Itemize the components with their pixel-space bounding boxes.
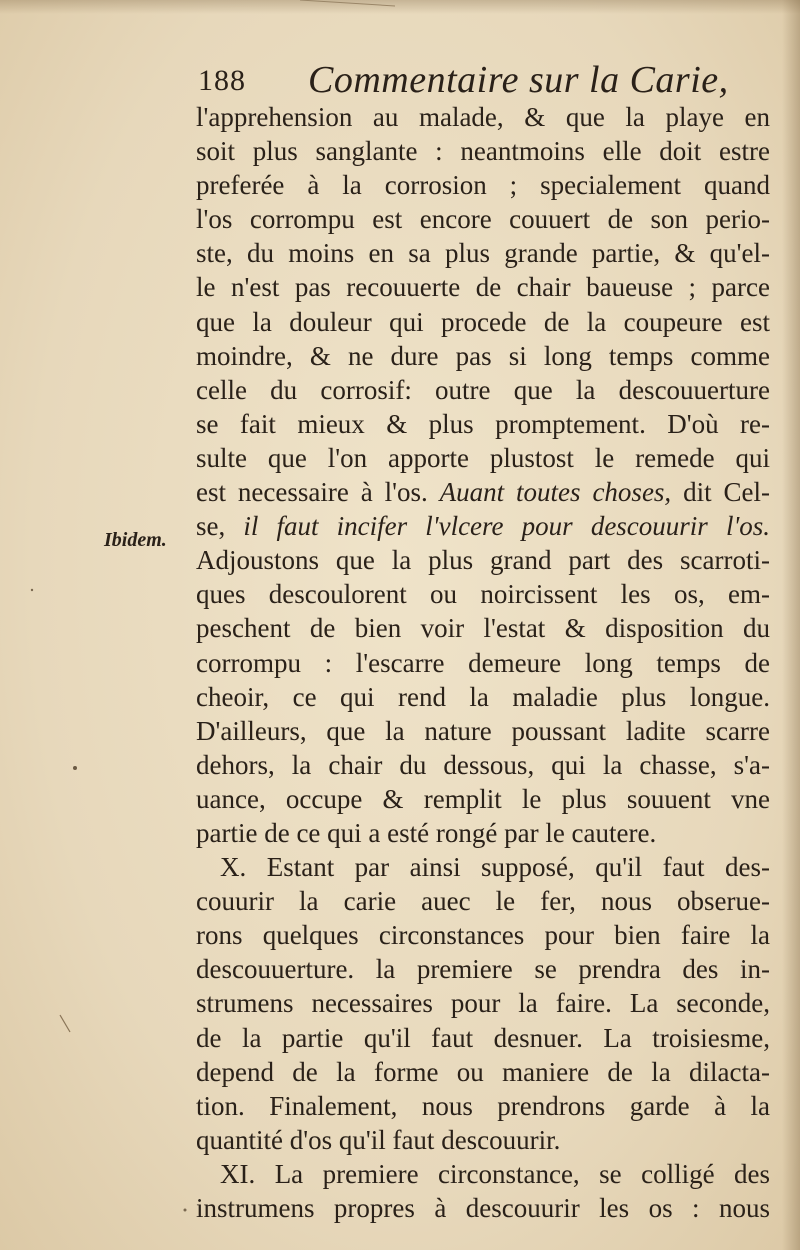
running-title: Commentaire sur la Carie,	[308, 59, 729, 101]
text-line	[196, 543, 770, 577]
text-segment: partie de ce qui a esté rongé par le cautere.	[196, 817, 657, 848]
text-segment: tion. Finalement, nous prendrons garde à la	[196, 1090, 770, 1121]
text-line	[196, 509, 770, 543]
text-segment: uance, occupe & remplit le plus souuent vne	[196, 783, 770, 814]
text-segment: descouuerture. la premiere se prendra des in-	[196, 954, 770, 985]
text-segment: preferée à la corrosion ; specialement quand	[196, 170, 770, 201]
text-line	[196, 1123, 770, 1157]
text-line	[196, 475, 770, 509]
text-segment: instrumens propres à descouurir les os : nous	[196, 1193, 770, 1223]
text-line	[196, 270, 770, 304]
text-segment: le n'est pas recouuerte de chair baueuse ; parce	[196, 272, 770, 303]
text-segment: sulte que l'on apporte plustost le remede qui	[196, 442, 770, 473]
text-line	[196, 100, 770, 134]
text-line	[196, 577, 770, 611]
text-line	[196, 952, 770, 986]
text-segment: est necessaire à l'os.	[196, 477, 440, 508]
text-line	[196, 441, 770, 475]
text-segment: depend de la forme ou maniere de la dilacta-	[196, 1056, 770, 1087]
text-segment: X. Estant par ainsi supposé, qu'il faut des-	[220, 852, 770, 883]
text-line	[196, 850, 770, 884]
text-line	[196, 373, 770, 407]
text-segment: celle du corrosif: outre que la descouuerture	[196, 374, 770, 405]
text-line	[196, 168, 770, 202]
text-line	[196, 646, 770, 680]
text-line	[196, 714, 770, 748]
text-line	[196, 1021, 770, 1055]
text-segment: l'os corrompu est encore couuert de son perio-	[196, 204, 770, 235]
text-segment: strumens necessaires pour la faire. La seconde,	[196, 988, 770, 1019]
text-line	[196, 884, 770, 918]
text-segment: l'apprehension au malade, & que la playe en	[196, 102, 770, 132]
text-line	[196, 1089, 770, 1123]
text-line	[196, 680, 770, 714]
text-line	[196, 339, 770, 373]
text-line	[196, 1191, 770, 1225]
text-line	[196, 918, 770, 952]
text-line	[196, 782, 770, 816]
text-segment: moindre, & ne dure pas si long temps comme	[196, 340, 770, 371]
text-segment: peschent de bien voir l'estat & disposition du	[196, 613, 770, 644]
text-segment: quantité d'os qu'il faut descouurir.	[196, 1124, 561, 1155]
text-line	[196, 134, 770, 168]
text-line	[196, 748, 770, 782]
text-segment: que la douleur qui procede de la coupeure est	[196, 306, 770, 337]
text-line	[196, 1055, 770, 1089]
body-text	[196, 100, 770, 1225]
text-line	[196, 816, 770, 850]
text-segment: de la partie qu'il faut desnuer. La troisiesme,	[196, 1022, 770, 1053]
text-segment: couurir la carie auec le fer, nous obserue-	[196, 886, 770, 917]
text-segment: Adjoustons que la plus grand part des scarroti-	[196, 545, 770, 576]
text-segment: D'ailleurs, que la nature poussant ladite scarre	[196, 715, 770, 746]
text-segment: XI. La premiere circonstance, se colligé des	[220, 1158, 770, 1189]
text-segment: corrompu : l'escarre demeure long temps de	[196, 647, 770, 678]
text-line	[196, 305, 770, 339]
text-line	[196, 202, 770, 236]
page-edge-shadow	[782, 0, 800, 1250]
text-segment: dit Cel-	[671, 477, 770, 508]
text-segment: dehors, la chair du dessous, qui la chasse, s'a-	[196, 749, 770, 780]
text-line	[196, 611, 770, 645]
page-number: 188	[198, 64, 246, 97]
page-header	[198, 58, 768, 104]
text-segment: cheoir, ce qui rend la maladie plus longue.	[196, 681, 770, 712]
margin-note: Ibidem.	[104, 529, 167, 551]
text-segment: rons quelques circonstances pour bien faire la	[196, 920, 770, 951]
text-segment: ques descoulorent ou noircissent les os, em-	[196, 579, 770, 610]
text-line	[196, 407, 770, 441]
text-segment: soit plus sanglante : neantmoins elle doit estre	[196, 136, 770, 167]
text-line	[196, 986, 770, 1020]
page-top-shadow	[0, 0, 800, 14]
italic-segment: il faut incifer l'vlcere pour descouurir l'os.	[243, 511, 770, 542]
text-segment: se fait mieux & plus promptement. D'où re-	[196, 408, 770, 439]
text-line	[196, 1157, 770, 1191]
text-segment: se,	[196, 511, 244, 542]
text-line	[196, 236, 770, 270]
italic-segment: Auant toutes choses,	[439, 477, 672, 508]
text-segment: ste, du moins en sa plus grande partie, & qu'el-	[196, 238, 770, 269]
